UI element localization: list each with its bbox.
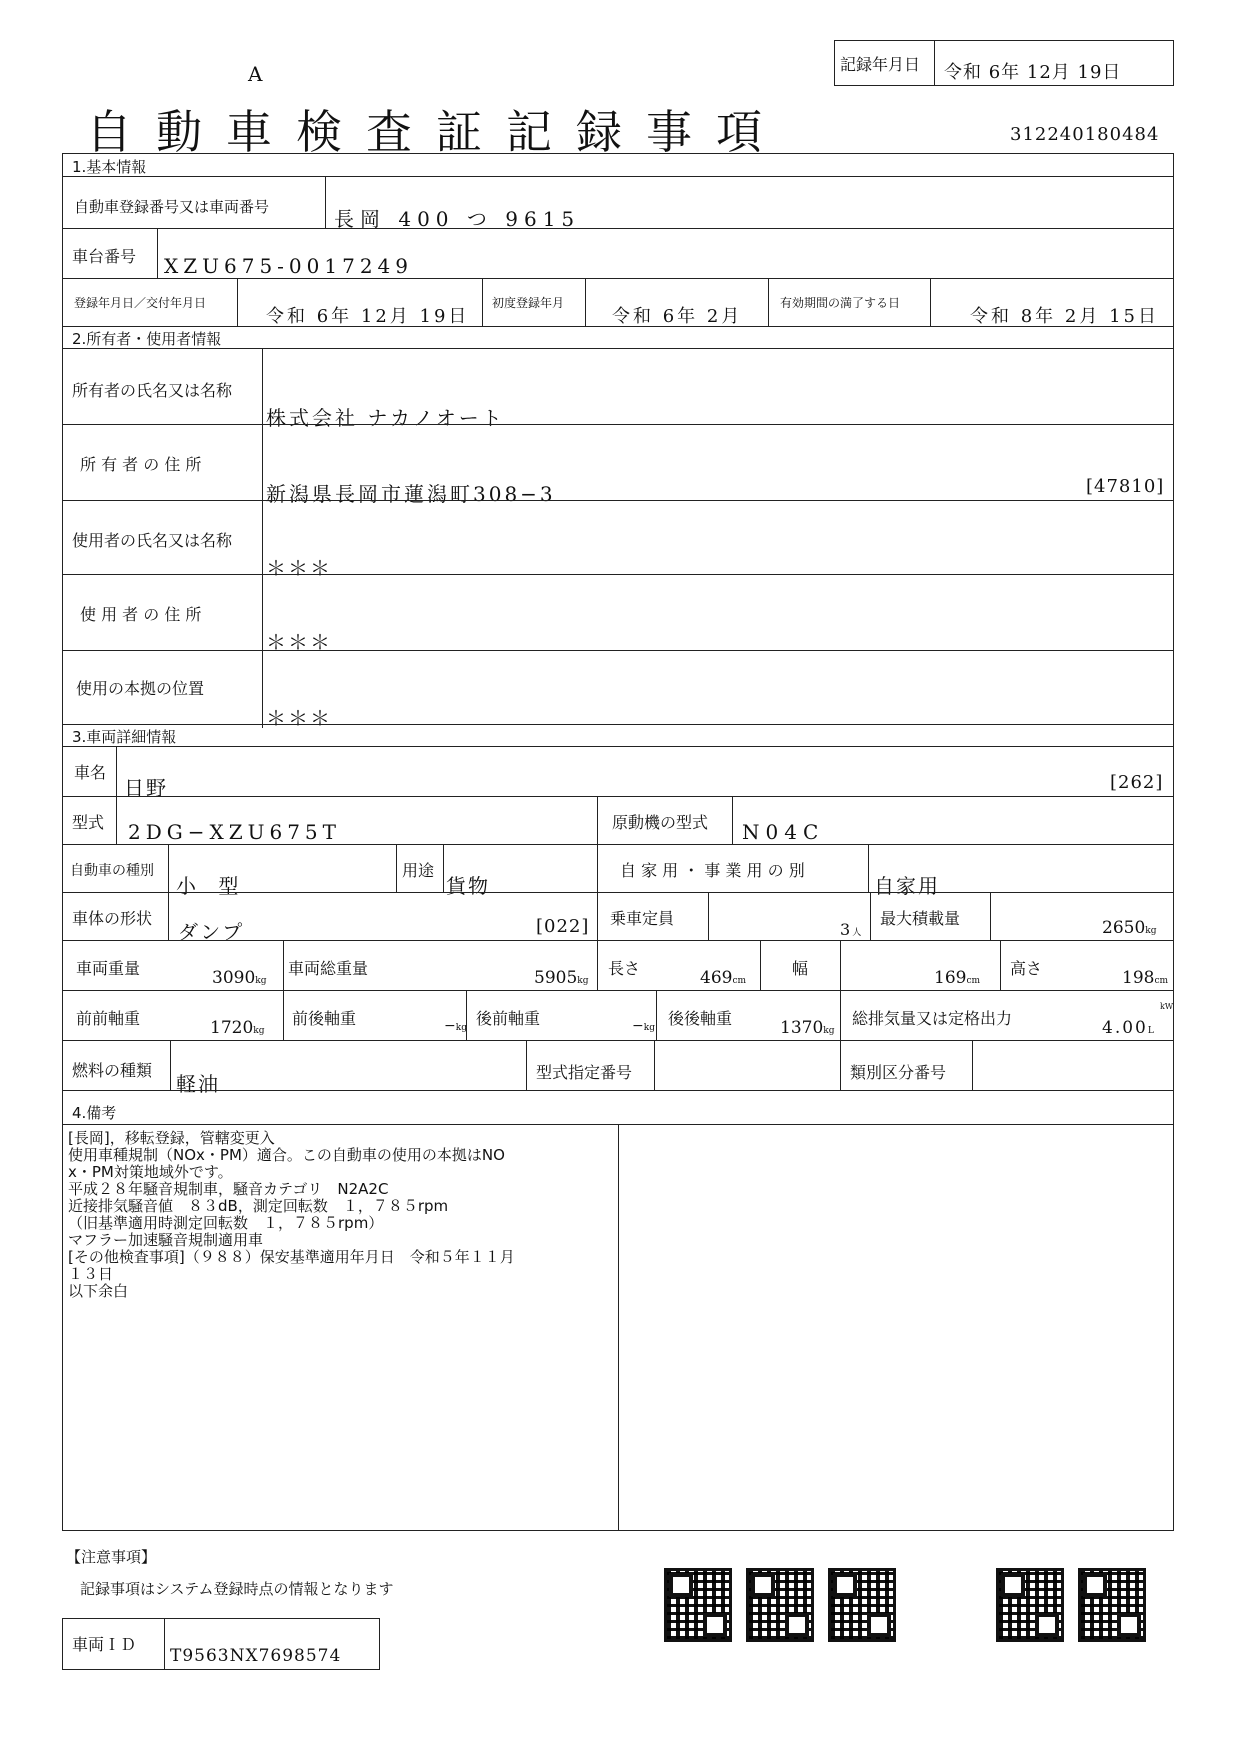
capacity-label: 乗車定員: [610, 909, 675, 928]
make-label: 車名: [74, 763, 107, 782]
expiry-date-value: 令和 8年 2月 15日: [970, 306, 1159, 327]
vehicle-id-label: 車両ＩＤ: [72, 1635, 137, 1654]
rear-front-axle-value: −kg: [632, 1018, 655, 1034]
registration-number-label: 自動車登録番号又は車両番号: [74, 198, 270, 216]
vehicle-kind-label: 自動車の種別: [70, 863, 154, 879]
first-registration-label: 初度登録年月: [492, 296, 565, 310]
document-number: 312240180484: [1010, 124, 1160, 145]
owner-address-code: [47810]: [1086, 476, 1165, 497]
user-address-value: ＊＊＊: [266, 630, 332, 654]
vehicle-kind-value: 小 型: [176, 874, 247, 898]
max-load-value: 2650kg: [1102, 918, 1157, 938]
height-label: 高さ: [1010, 959, 1043, 978]
qr-code-icon: [746, 1568, 814, 1642]
section-remarks-heading: 4.備考: [72, 1104, 117, 1122]
width-label: 幅: [792, 959, 809, 978]
owner-name-value: 株式会社 ナカノオート: [266, 406, 505, 430]
owner-name-label: 所有者の氏名又は名称: [72, 381, 233, 400]
owner-address-label: 所 有 者 の 住 所: [80, 455, 202, 474]
engine-model-value: N04C: [742, 820, 825, 844]
section-vehicle-heading: 3.車両詳細情報: [72, 728, 177, 746]
gross-weight-label: 車両総重量: [288, 959, 369, 978]
user-name-label: 使用者の氏名又は名称: [72, 531, 233, 550]
rear-front-axle-label: 後前軸重: [476, 1009, 541, 1028]
section-owner-heading: 2.所有者・使用者情報: [72, 330, 222, 348]
owner-address-value: 新潟県長岡市蓮潟町308−3: [266, 482, 556, 506]
chassis-number-value: XZU675-0017249: [164, 254, 413, 278]
front-front-axle-value: 1720kg: [210, 1018, 265, 1038]
page-marker: A: [248, 62, 263, 86]
record-date-label: 記録年月日: [840, 55, 921, 74]
height-value: 198cm: [1122, 968, 1169, 988]
fuel-type-label: 燃料の種類: [72, 1061, 153, 1080]
notice-heading: 【注意事項】: [66, 1548, 157, 1566]
front-rear-axle-value: −kg: [444, 1018, 467, 1034]
length-label: 長さ: [608, 959, 641, 978]
displacement-unit-top: kW: [1160, 1002, 1174, 1011]
body-shape-value: ダンプ: [178, 920, 245, 944]
fuel-type-value: 軽油: [176, 1072, 220, 1096]
private-commercial-value: 自家用: [874, 874, 940, 898]
body-shape-code: [022]: [536, 916, 590, 937]
notice-text: 記録事項はシステム登録時点の情報となります: [80, 1580, 394, 1598]
displacement-value: 4.00L: [1102, 1018, 1154, 1038]
registration-number-value: 長岡 400 つ 9615: [334, 207, 581, 231]
base-location-label: 使用の本拠の位置: [76, 679, 205, 698]
engine-model-label: 原動機の型式: [612, 813, 709, 832]
use-label: 用途: [402, 861, 435, 880]
body-shape-label: 車体の形状: [72, 909, 153, 928]
classification-number-label: 類別区分番号: [850, 1063, 947, 1082]
rear-rear-axle-value: 1370kg: [780, 1018, 835, 1038]
qr-code-icon: [996, 1568, 1064, 1642]
max-load-label: 最大積載量: [880, 909, 961, 928]
remarks-text: [長岡]，移転登録，管轄変更入 使用車種規制（NOx・PM）適合。この自動車の使用の本拠はNO x・PM対策地域外です。 平成２８年騒音規制車，騒音カテゴリ N2A2C 近接排気騒音値 ８３dB，測定回転数 １，７８５rpm （旧基準適用時測定回転数 １，７８５rpm） マフラー加速騒音規制適用車 [その他検査事項]（９８８）保安基準適用年月日 令和５年１１月 １３日 以下余白: [68, 1129, 515, 1300]
vehicle-id-value: T9563NX7698574: [170, 1646, 342, 1666]
first-registration-value: 令和 6年 2月: [612, 306, 743, 327]
chassis-number-label: 車台番号: [72, 247, 137, 266]
displacement-label: 総排気量又は定格出力: [852, 1009, 1013, 1028]
base-location-value: ＊＊＊: [266, 706, 332, 730]
page-title: 自動車検査証記録事項: [86, 105, 786, 159]
registration-date-label: 登録年月日／交付年月日: [74, 296, 207, 310]
type-designation-label: 型式指定番号: [536, 1063, 633, 1082]
vehicle-weight-value: 3090kg: [212, 968, 267, 988]
registration-date-value: 令和 6年 12月 19日: [266, 306, 470, 327]
qr-code-icon: [1078, 1568, 1146, 1642]
qr-code-icon: [664, 1568, 732, 1642]
make-code: [262]: [1110, 772, 1164, 793]
front-rear-axle-label: 前後軸重: [292, 1009, 357, 1028]
qr-code-icon: [828, 1568, 896, 1642]
make-value: 日野: [124, 776, 168, 800]
gross-weight-value: 5905kg: [534, 968, 589, 988]
user-address-label: 使 用 者 の 住 所: [80, 605, 202, 624]
model-label: 型式: [72, 813, 105, 832]
rear-rear-axle-label: 後後軸重: [668, 1009, 733, 1028]
expiry-date-label: 有効期間の満了する日: [780, 296, 901, 310]
record-date-value: 令和 6年 12月 19日: [944, 62, 1122, 83]
model-value: 2DG−XZU675T: [128, 820, 341, 844]
length-value: 469cm: [700, 968, 747, 988]
width-value: 169cm: [934, 968, 981, 988]
vehicle-weight-label: 車両重量: [76, 959, 141, 978]
user-name-value: ＊＊＊: [266, 556, 332, 580]
private-commercial-label: 自 家 用 ・ 事 業 用 の 別: [620, 861, 805, 880]
front-front-axle-label: 前前軸重: [76, 1009, 141, 1028]
capacity-value: 3人: [840, 920, 862, 939]
section-basic-heading: 1.基本情報: [72, 158, 147, 176]
use-value: 貨物: [446, 874, 490, 898]
